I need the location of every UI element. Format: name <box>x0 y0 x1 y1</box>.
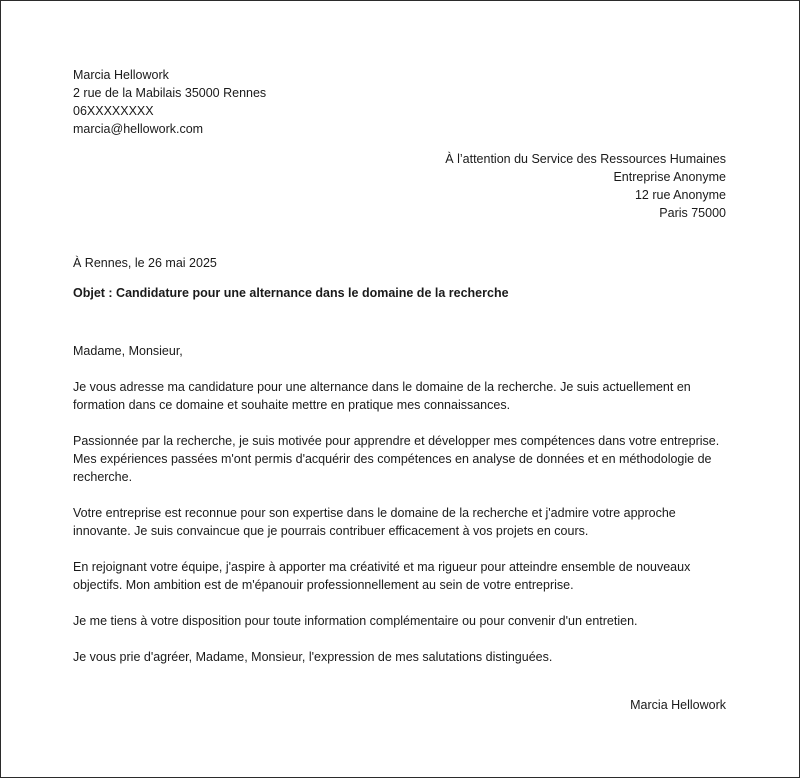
body-paragraph: Votre entreprise est reconnue pour son expertise dans le domaine de la recherche et j'admire votre approche innovante. Je suis convaincue que je pourrais contribuer efficacement à vos projets en cours. <box>73 506 676 538</box>
sender-phone: 06XXXXXXXX <box>73 104 154 118</box>
salutation: Madame, Monsieur, <box>73 344 183 358</box>
recipient-street: 12 rue Anonyme <box>634 188 726 202</box>
letter-subject: Objet : Candidature pour une alternance dans le domaine de la recherche <box>73 286 509 300</box>
recipient-block <box>445 150 726 222</box>
recipient-attention: À l’attention du Service des Ressources Humaines <box>445 152 726 166</box>
body-paragraph: Passionnée par la recherche, je suis motivée pour apprendre et développer mes compétences dans votre entreprise. Mes expériences passées m'ont permis d'acquérir des compétences en analyse de données et en méthodologie de recherche. <box>73 434 720 484</box>
body-paragraph: En rejoignant votre équipe, j'aspire à apporter ma créativité et ma rigueur pour atteindre ensemble de nouveaux objectifs. Mon ambition est de m'épanouir professionnellement au sein de votre entreprise. <box>73 560 691 592</box>
sender-email: marcia@hellowork.com <box>73 122 204 136</box>
sender-name: Marcia Hellowork <box>73 68 169 82</box>
body-paragraph: Je vous adresse ma candidature pour une alternance dans le domaine de la recherche. Je suis actuellement en formation dans ce domaine et souhaite mettre en pratique mes connaissances. <box>73 380 691 412</box>
sender-block <box>73 66 266 138</box>
body-paragraph: Je me tiens à votre disposition pour toute information complémentaire ou pour convenir d'un entretien. <box>73 614 638 628</box>
signature: Marcia Hellowork <box>630 698 726 712</box>
sender-address: 2 rue de la Mabilais 35000 Rennes <box>73 86 267 100</box>
recipient-company: Entreprise Anonyme <box>613 170 726 184</box>
place-date: À Rennes, le 26 mai 2025 <box>73 256 217 270</box>
letter-body <box>73 342 721 684</box>
recipient-city: Paris 75000 <box>659 206 726 220</box>
closing-paragraph: Je vous prie d'agréer, Madame, Monsieur, l'expression de mes salutations distinguées. <box>73 650 553 664</box>
